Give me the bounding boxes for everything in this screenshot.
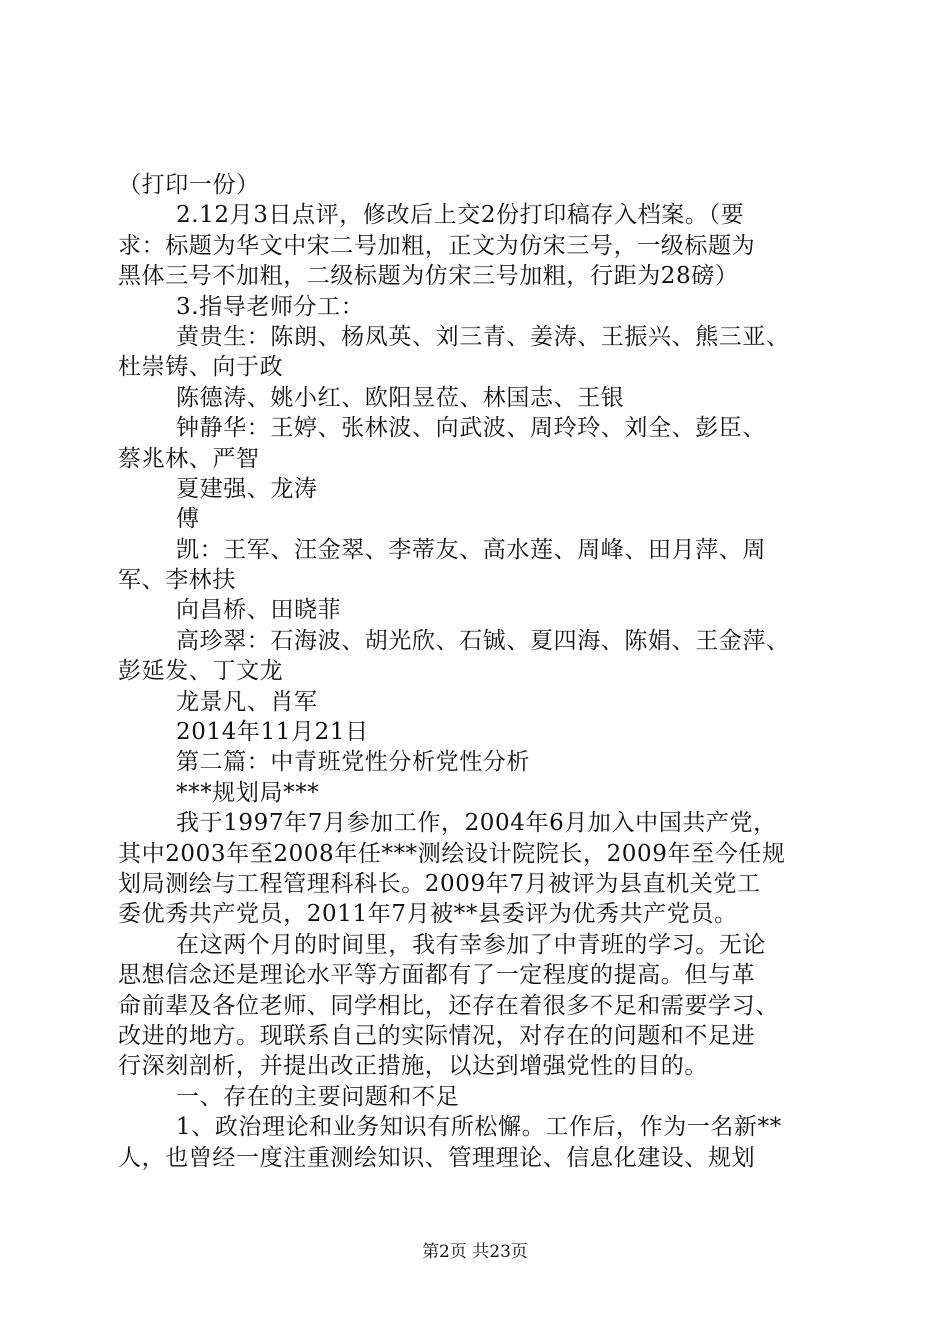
- text-line: 傅: [176, 506, 200, 533]
- text-line: 人，也曾经一度注重测绘知识、管理理论、信息化建设、规划: [118, 1144, 756, 1171]
- text-line: 凯：王军、汪金翠、李蒂友、高水莲、周峰、田月萍、周: [176, 536, 766, 563]
- text-line: 3.指导老师分工：: [176, 293, 365, 320]
- text-line: 彭延发、丁文龙: [118, 658, 284, 685]
- text-line: 思想信念还是理论水平等方面都有了一定程度的提高。但与革: [118, 962, 756, 989]
- text-line: 求：标题为华文中宋二号加粗，正文为仿宋三号，一级标题为: [118, 232, 756, 259]
- text-line: 2014年11月21日: [176, 719, 369, 746]
- text-line: 行深刻剖析，并提出改正措施，以达到增强党性的目的。: [118, 1053, 708, 1080]
- text-line: 第二篇：中青班党性分析党性分析: [176, 749, 530, 776]
- text-line: 1、政治理论和业务知识有所松懈。工作后，作为一名新**: [176, 1114, 782, 1141]
- text-line: （打印一份）: [118, 172, 260, 198]
- text-line: 夏建强、龙涛: [176, 475, 318, 502]
- text-line: 军、李林扶: [118, 567, 236, 594]
- text-line: 黄贵生：陈朗、杨凤英、刘三青、姜涛、王振兴、熊三亚、: [176, 323, 790, 350]
- text-line: 高珍翠：石海波、胡光欣、石铖、夏四海、陈娟、王金萍、: [176, 627, 790, 654]
- text-line: 黑体三号不加粗，二级标题为仿宋三号加粗，行距为28磅）: [118, 263, 739, 290]
- text-line: 杜崇铸、向于政: [118, 354, 284, 381]
- text-line: 2.12月3日点评，修改后上交2份打印稿存入档案。（要: [176, 202, 745, 229]
- text-line: 在这两个月的时间里，我有幸参加了中青班的学习。无论: [176, 931, 766, 958]
- text-line: 委优秀共产党员，2011年7月被**县委评为优秀共产党员。: [118, 901, 738, 928]
- text-line: 其中2003年至2008年任***测绘设计院院长，2009年至今任规: [118, 840, 786, 867]
- text-line: 划局测绘与工程管理科科长。2009年7月被评为县直机关党工: [118, 870, 761, 897]
- text-line: 向昌桥、田晓菲: [176, 597, 342, 624]
- page-footer: 第2页 共23页: [422, 1242, 528, 1262]
- text-line: 钟静华：王婷、张林波、向武波、周玲玲、刘全、彭臣、: [176, 415, 766, 442]
- text-line: 龙景凡、肖军: [176, 688, 318, 715]
- text-line: 我于1997年7月参加工作，2004年6月加入中国共产党，: [176, 810, 777, 837]
- text-line: 蔡兆林、严智: [118, 445, 260, 472]
- text-line: 陈德涛、姚小红、欧阳昱莅、林国志、王银: [176, 384, 625, 411]
- text-line: 一、存在的主要问题和不足: [176, 1083, 460, 1110]
- document-body: [118, 170, 838, 1173]
- text-line: ***规划局***: [176, 779, 320, 806]
- text-line: 改进的地方。现联系自己的实际情况，对存在的问题和不足进: [118, 1022, 756, 1049]
- text-line: 命前辈及各位老师、同学相比，还存在着很多不足和需要学习、: [118, 992, 779, 1019]
